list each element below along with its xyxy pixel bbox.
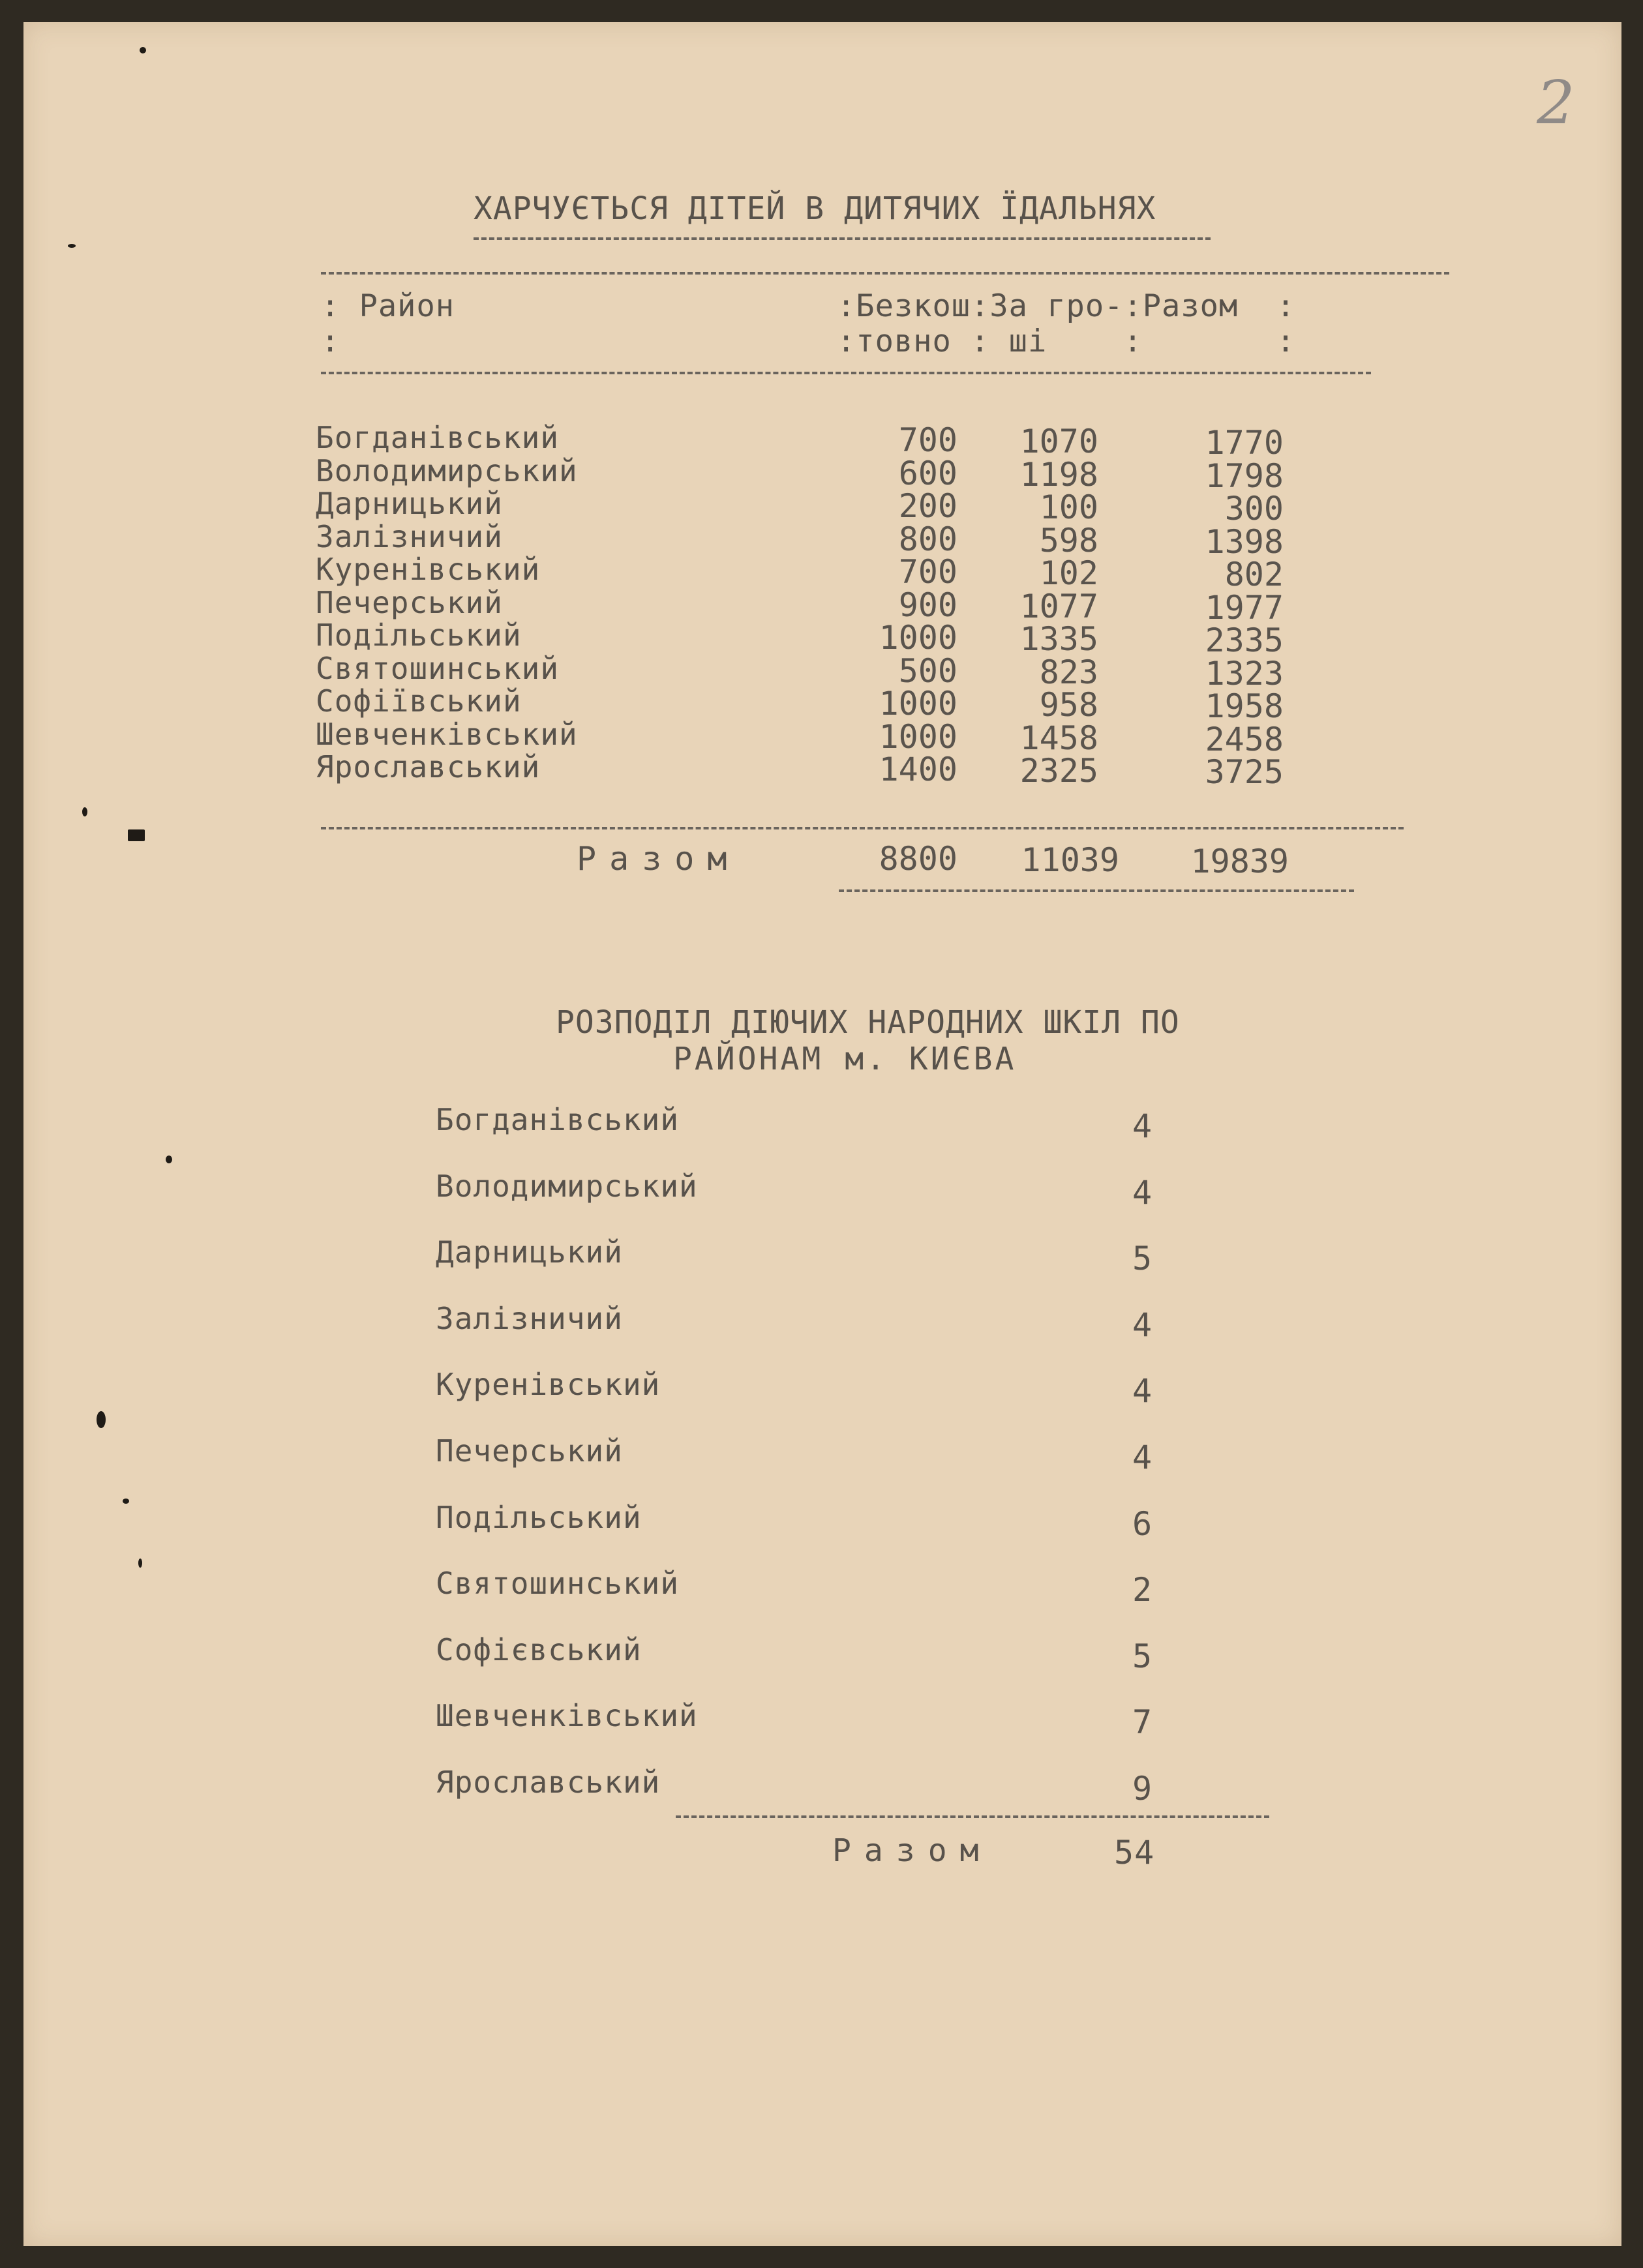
table1-row-total: 1798 [1205, 456, 1284, 495]
table1-header-line1: : Район :Безкош:За гро-:Разом : [321, 288, 1296, 324]
header-bottom-rule [321, 372, 1371, 374]
speck-mark [166, 1156, 172, 1163]
table1-row-free: 800 [898, 520, 957, 558]
table1-row-free: 500 [898, 651, 957, 690]
table1-row-district: Печерський [316, 584, 503, 620]
table1-total-paid: 11039 [1021, 841, 1119, 879]
speck-mark [138, 1559, 142, 1568]
table1-total-total: 19839 [1190, 843, 1289, 880]
table2-row-count: 9 [1132, 1770, 1153, 1808]
page-number: 2 [1537, 68, 1575, 138]
speck-mark [123, 1499, 129, 1504]
table2-row-district: Подільський [436, 1499, 642, 1535]
speck-mark [97, 1411, 106, 1428]
speck-mark [82, 807, 87, 816]
table1-row-total: 802 [1224, 556, 1284, 593]
speck-mark [140, 47, 146, 53]
table2-row-count: 6 [1132, 1504, 1153, 1543]
table2-row-count: 5 [1132, 1240, 1153, 1278]
table1-row-free: 900 [898, 586, 957, 624]
table2-row-district: Печерський [436, 1433, 623, 1469]
table1-row-district: Шевченківський [316, 716, 578, 752]
table1-row-free: 1000 [879, 619, 957, 657]
table1-row-free: 1000 [879, 717, 957, 756]
document-page [23, 22, 1621, 2246]
table2-title-line2: РАЙОНАМ м. КИЄВА [673, 1041, 1017, 1077]
table1-title: ХАРЧУЄТЬСЯ ДІТЕЙ В ДИТЯЧИХ ЇДАЛЬНЯХ [474, 190, 1156, 227]
header-top-rule [321, 272, 1449, 275]
table1-row-total: 1323 [1205, 654, 1284, 693]
table1-row-district: Володимирський [316, 453, 578, 488]
table1-total-label: Разом [577, 840, 740, 878]
table2-row-district: Володимирський [436, 1168, 698, 1204]
table1-row-paid: 958 [1039, 686, 1098, 724]
table1-row-free: 600 [898, 454, 957, 492]
table1-header-line2: : :товно : ші : : [321, 323, 1296, 359]
table1-row-district: Ярославський [316, 749, 541, 784]
table1-row-district: Софіївський [316, 683, 522, 719]
table2-row-district: Святошинський [436, 1566, 680, 1602]
table1-row-paid: 598 [1039, 521, 1098, 560]
table2-row-count: 4 [1132, 1439, 1153, 1476]
body-bottom-rule [321, 827, 1404, 829]
speck-mark [128, 829, 145, 841]
table1-row-district: Куренівський [316, 552, 541, 587]
title-underline [474, 237, 1211, 240]
table1-row-paid: 1077 [1019, 587, 1098, 625]
table1-row-free: 200 [898, 487, 957, 525]
table2-total-rule [676, 1815, 1269, 1818]
table1-row-district: Дарницький [316, 486, 503, 521]
table2-row-district: Дарницький [436, 1234, 623, 1270]
table2-total-label: Разом [832, 1832, 992, 1869]
table2-row-district: Шевченківський [436, 1698, 698, 1734]
table1-row-paid: 1198 [1019, 455, 1098, 494]
table1-row-paid: 823 [1039, 653, 1098, 691]
table1-row-total: 1958 [1205, 687, 1284, 725]
table1-row-district: Залізничий [316, 518, 503, 554]
table1-row-paid: 1070 [1019, 423, 1098, 460]
table1-row-total: 300 [1224, 490, 1284, 528]
table1-row-paid: 1335 [1019, 620, 1098, 658]
table1-row-paid: 100 [1039, 488, 1098, 526]
table2-row-district: Залізничий [436, 1300, 623, 1336]
table1-row-free: 1400 [879, 751, 957, 788]
table2-row-district: Софієвський [436, 1632, 642, 1667]
table1-row-district: Богданівський [316, 420, 560, 455]
table1-row-district: Святошинський [316, 650, 560, 686]
table1-row-total: 3725 [1205, 753, 1284, 791]
table1-row-total: 1398 [1205, 522, 1284, 561]
table2-row-count: 4 [1132, 1173, 1153, 1212]
table2-row-count: 7 [1132, 1703, 1153, 1742]
table1-row-free: 1000 [879, 685, 957, 723]
table1-row-free: 700 [898, 553, 957, 591]
table1-row-total: 2335 [1205, 621, 1284, 659]
table2-row-district: Ярославський [436, 1765, 661, 1800]
speck-mark [68, 244, 76, 248]
total-underline [839, 889, 1354, 892]
table2-total-count: 54 [1114, 1834, 1155, 1872]
table1-total-free: 8800 [879, 840, 957, 878]
table2-row-district: Куренівський [436, 1367, 661, 1403]
table1-row-total: 1770 [1205, 424, 1284, 462]
table1-row-paid: 1458 [1019, 719, 1098, 757]
table1-row-total: 1977 [1205, 588, 1284, 627]
table2-row-count: 4 [1132, 1372, 1153, 1410]
table2-row-count: 2 [1132, 1571, 1153, 1609]
table1-row-free: 700 [898, 421, 957, 459]
table2-row-count: 4 [1132, 1107, 1153, 1145]
table2-row-district: Богданівський [436, 1102, 680, 1137]
table2-title-line1: РОЗПОДІЛ ДІЮЧИХ НАРОДНИХ ШКІЛ ПО [556, 1004, 1180, 1041]
table1-row-paid: 2325 [1019, 752, 1098, 790]
table2-row-count: 4 [1132, 1306, 1153, 1344]
table2-row-count: 5 [1132, 1637, 1153, 1675]
table1-row-total: 2458 [1205, 720, 1284, 758]
table1-row-paid: 102 [1039, 554, 1098, 592]
table1-row-district: Подільський [316, 618, 522, 653]
